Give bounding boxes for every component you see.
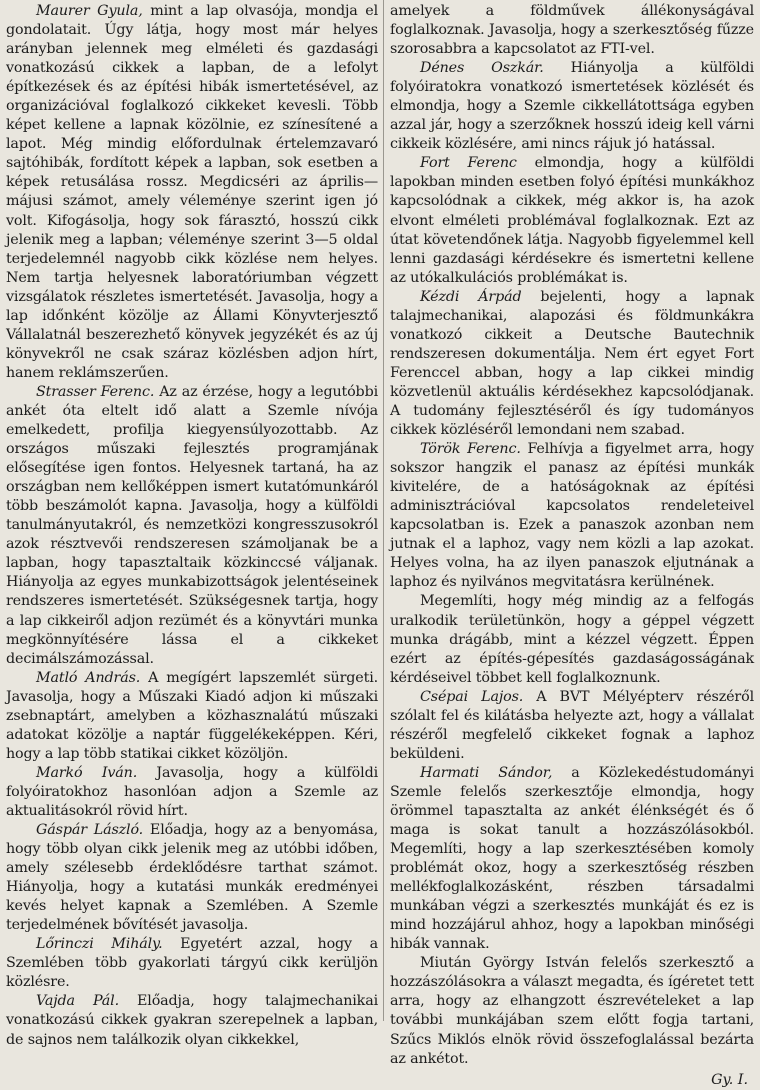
- paragraph-csepai: [390, 688, 754, 764]
- paragraph-vajda-continued: [390, 2, 754, 59]
- paragraph-text: Felhívja a figyelmet arra, hogy sokszor hangzik el panasz az építési munkák kivitelére, de a hatóságoknak az építési adminisztrációval kapcsolatos rendeleteivel kapcsolatban is. Ezek a panaszok azonban nem jutnak el a laphoz, vagy nem közli a lap azokat. Helyes volna, ha az ilyen panaszok eljutnának a laphoz és nyilvános megvitatásra kerülnének.: [390, 441, 754, 591]
- paragraph-text: Egyetért azzal, hogy a Szemlében több gyakorlati tárgyú cikk kerüljön közlésre.: [6, 936, 378, 991]
- paragraph-text: Hiányolja a külföldi folyóiratokra vonatkozó ismertetések közlését és elmondja, hogy a Szemle cikkellátottsága egyben azzal jár, hogy a szerzőknek hosszú ideig kell várni cikkeik közlésére, ami nincs rájuk jó hatással.: [390, 60, 754, 153]
- paragraph-denes: [390, 59, 754, 154]
- paragraph-strasser: [6, 383, 378, 669]
- paragraph-text: Előadja, hogy talajmechanikai vonatkozású cikkek gyakran szerepelnek a lapban, de sajnos nem találkozik olyan cikkekkel,: [6, 993, 378, 1048]
- paragraph-text: Előadja, hogy az a benyomása, hogy több olyan cikk jelenik meg az utóbbi időben, amely szélesebb érdeklődésre tarthat számot. Hiányolja, hogy a kutatási munkák eredményei kevés helyet kapnak a Szemlében. A Szemle terjedelmének bővítését javasolja.: [6, 822, 378, 934]
- paragraph-kezdi: [390, 288, 754, 440]
- paragraph-gaspar: [6, 821, 378, 935]
- speaker-name: Maurer Gyula,: [36, 3, 143, 19]
- paragraph-text: Az az érzése, hogy a legutóbbi ankét óta eltelt idő alatt a Szemle nívója emelkedett, profilja kiegyensúlyozottabb. Az országos műszaki fejlesztés programjának elősegítése igen fontos. Helyesnek tartaná, ha az országban nem kellőképpen ismert kutatómunkáról több beszámolót kapna. Javasolja, hogy a külföldi tanulmányutakról, és nemzetközi kongresszusokról azok résztvevői rendszeresen számoljanak be a lapban, hogy tapasztaltaik közkinccsé váljanak. Hiányolja az egyes munkabizottságok jelentéseinek rendszeres ismertetését. Szükségesnek tartja, hogy a lap cikkeiről adjon rezümét és a könyvtári munka megkönnyítésére lássa el a cikkeket decimálszámozással.: [6, 383, 378, 667]
- column-divider: [383, 0, 384, 1021]
- speaker-name: Kézdi Árpád: [420, 288, 522, 305]
- paragraph-fort: [390, 154, 754, 287]
- right-column: [390, 2, 754, 1088]
- paragraph-text: elmondja, hogy a külföldi lapokban minden esetben folyó építési munkákhoz kapcsolódnak a cikkek, még akkor is, ha azok elvont elméleti problémával foglalkoznak. Ezt az útat követendőnek látja. Nagyobb figyelemmel kell lenni gazdasági kérdésekre és ismertetni kellene az utókalkulációs problémákat is.: [390, 155, 754, 286]
- paragraph-text: amelyek a földművek állékonyságával foglalkoznak. Javasolja, hogy a szerkesztőség fűzze szorosabbra a kapcsolatot az FTI-vel.: [390, 3, 754, 58]
- paragraph-text: A BVT Mélyépterv részéről szólalt fel és kilátásba helyezte azt, hogy a vállalat részéről megfelelő cikkeket fognak a laphoz beküldeni.: [390, 688, 754, 762]
- speaker-name: Török Ferenc.: [420, 441, 521, 458]
- speaker-name: Dénes Oszkár.: [420, 60, 544, 77]
- speaker-name: Gáspár László.: [36, 822, 144, 839]
- paragraph-vajda: [6, 992, 378, 1049]
- paragraph-text: A megígért lapszemlét sürgeti. Javasolja, hogy a Műszaki Kiadó adjon ki műszaki zsebnaptárt, amelyben a közhasznalátú műszaki adatokat közölje a naptár függelékeképpen. Kéri, hogy a lap több statikai cikket közöljön.: [6, 669, 379, 762]
- paragraph-text: a Közlekedéstudományi Szemle felelős szerkesztője elmondja, hogy örömmel tapasztalta az ankét élénkségét és ő maga is sokat tanult a hozzászólásokból. Megemlíti, hogy a lap szerkesztésében komoly problémát okoz, hogy a szerkesztőség részben mellékfoglalkozásként, részben társadalmi munkában végzi a szerkesztés munkáját és ez is mind hozzájárul ahhoz, hogy a lapokban minőségi hibák vannak.: [390, 764, 754, 953]
- paragraph-text: Miután György István felelős szerkesztő a hozzászólásokra a választ megadta, és ígéretet tett arra, hogy az elhangzott észrevételeket a lap további munkájában szem előtt fogja tartani, Szűcs Miklós elnök rövid összefoglalással bezárta az ankétot.: [390, 955, 754, 1067]
- paragraph-text: mint a lap olvasója, mondja el gondolatait. Úgy látja, hogy most már helyes arányban jelennek meg elméleti és gazdasági vonatkozású cikkek a lapban, de a lefolyt építkezések és az építési hibák ismertetésével, az organizációval foglalkozó cikkeket kevesli. Több képet kellene a lapnak közölnie, ez színesítené a lapot. Még mindig előfordulnak értelemzavaró sajtóhibák, fordított képek a lapban, sok esetben a képek retusálása rossz. Megdicséri az április—májusi számot, amely véleménye szerint igen jó volt. Kifogásolja, hogy sok fárasztó, hosszú cikk jelenik meg a lapban; véleménye szerint 3—5 oldal terjedelemnél nagyobb cikk közlése nem helyes. Nem tartja helyesnek laboratóriumban végzett vizsgálatok részletes ismertetését. Javasolja, hogy a lap időnként közölje az Állami Könyvterjesztő Vállalatnál beszerezhető könyvek jegyzékét és az új könyvekről ne csak száraz közlésben adjon hírt, hanem reklámszerűen.: [6, 3, 378, 381]
- paragraph-lorinczi: [6, 935, 378, 992]
- paragraph-harmati: [390, 764, 754, 954]
- paragraph-torok: [390, 440, 754, 592]
- paragraph-text: Javasolja, hogy a külföldi folyóiratokhoz hasonlóan adjon a Szemle az aktualitásokról rövid hírt.: [6, 764, 378, 819]
- speaker-name: Markó Iván.: [36, 764, 138, 781]
- author-signature: Gy. I.: [711, 1071, 748, 1088]
- paragraph-marko: [6, 764, 378, 821]
- speaker-name: Strasser Ferenc.: [36, 383, 155, 400]
- paragraph-text: bejelenti, hogy a lapnak talajmechanikai, alapozási és földmunkákra vonatkozó cikkeit a Deutsche Bautechnik rendszeresen dokumentálja. Nem ért egyet Fort Ferenccel abban, hogy a lap cikkei mindig közvetlenül aktuális kérdésekhez kapcsolódjanak. A tudomány fejlesztéséről és így tudományos cikkek közléséről lemondani nem szabad.: [390, 288, 754, 439]
- speaker-name: Lőrinczi Mihály.: [36, 936, 163, 953]
- paragraph-torok-2: [390, 592, 754, 687]
- speaker-name: Fort Ferenc: [420, 155, 517, 172]
- paragraph-closing: [390, 954, 754, 1068]
- speaker-name: Matló András.: [36, 669, 141, 686]
- paragraph-matlo: [6, 669, 378, 764]
- speaker-name: Harmati Sándor,: [420, 764, 553, 781]
- speaker-name: Vajda Pál.: [36, 993, 119, 1010]
- left-column: [6, 2, 379, 1048]
- speaker-name: Csépai Lajos.: [420, 688, 524, 705]
- paragraph-text: Megemlíti, hogy még mindig az a felfogás uralkodik területünkön, hogy a géppel végzett munka drágább, mint a kézzel végzett. Éppen ezért az építés-gépesítés gazdaságosságának kérdéseivel többet kell foglalkoznunk.: [390, 593, 754, 686]
- paragraph-maurer: [6, 2, 378, 383]
